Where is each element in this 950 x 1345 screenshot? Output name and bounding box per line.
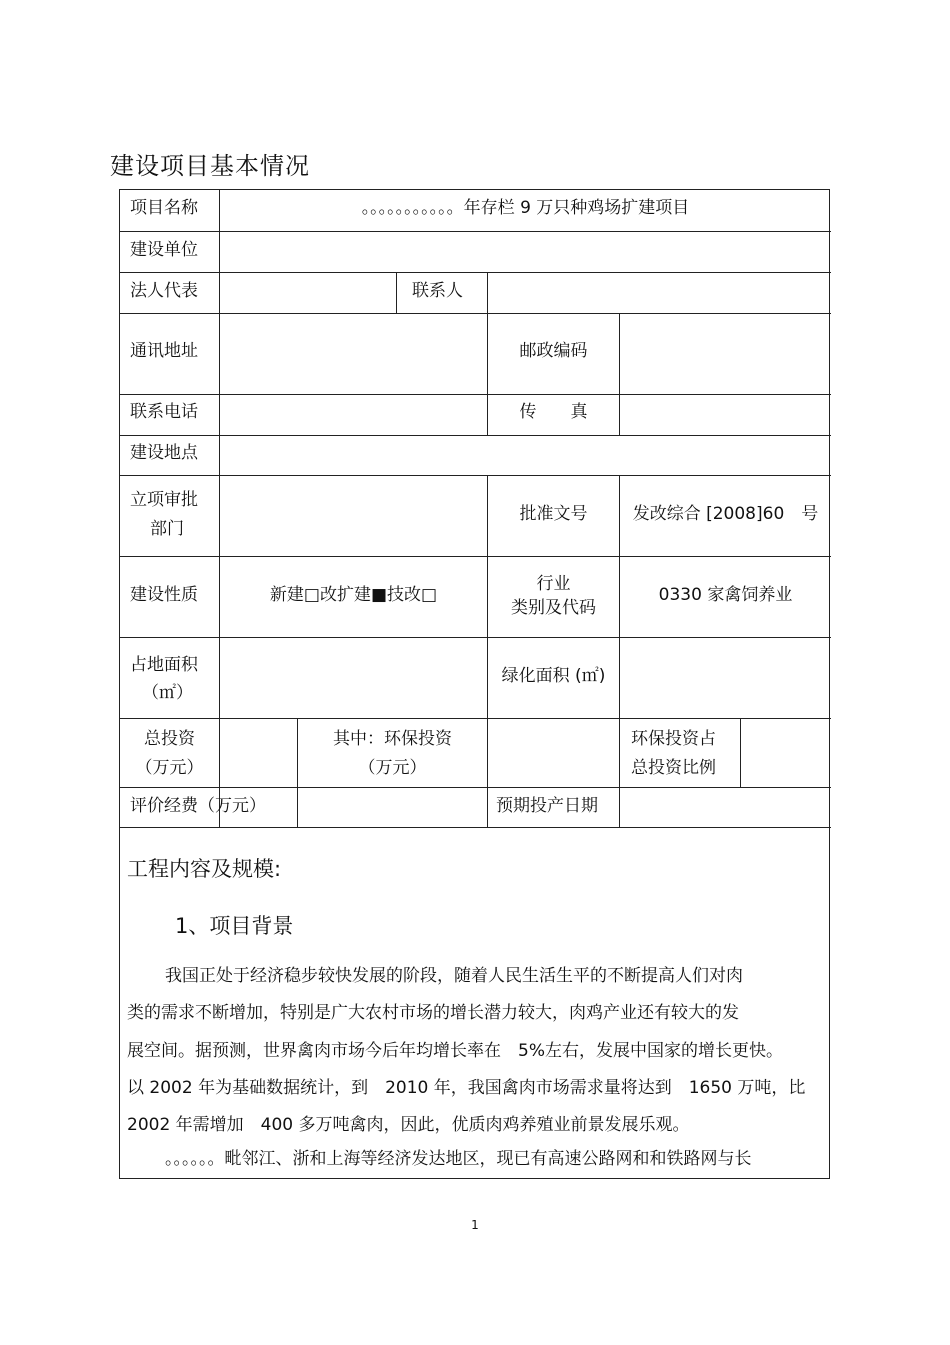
industry-label-line2: 类别及代码 [511,598,596,618]
nature-label: 建设性质 [130,585,198,605]
approval-no-label: 批准文号 [519,504,588,524]
phone-label: 联系电话 [130,402,198,422]
env-ratio-label-line2: 总投资比例 [631,758,716,778]
total-invest-label: 总投资 [144,729,195,749]
paragraph-line: 我国正处于经济稳步较快发展的阶段，随着人民生活生平的不断提高人们对肉 [165,966,743,986]
eval-fee-label: 评价经费（万元） [130,796,266,816]
contact-label: 联系人 [412,281,463,301]
project-name-value: 。。。。。。。。。。。年存栏 9 万只种鸡场扩建项目 [361,198,690,218]
approval-dept-label: 立项审批 [130,490,198,510]
env-ratio-label: 环保投资占 [631,729,716,749]
project-name-label: 项目名称 [130,198,198,218]
paragraph-line: 类的需求不断增加，特别是广大农村市场的增长潜力较大，肉鸡产业还有较大的发 [127,1003,739,1023]
nature-value: 新建□改扩建■技改□ [269,585,438,605]
total-invest-unit: （万元） [135,758,204,778]
page-number: 1 [471,1218,479,1232]
paragraph-line: 。。。。。。毗邻江、浙和上海等经济发达地区，现已有高速公路网和和铁路网与长 [165,1149,752,1169]
paragraph-line: 2002 年需增加 400 多万吨禽肉，因此，优质肉鸡养殖业前景发展乐观。 [127,1115,690,1135]
address-label: 通讯地址 [130,341,198,361]
land-area-label: 占地面积 [130,655,198,675]
location-label: 建设地点 [130,443,198,463]
approval-no-value: 发改综合 [2008]60 号 [632,504,819,524]
postcode-label: 邮政编码 [519,341,588,361]
env-invest-label: 其中：环保投资 [333,729,452,749]
industry-label: 行业 [536,574,571,594]
env-invest-unit: （万元） [358,758,427,778]
info-table [119,189,830,1179]
page-title: 建设项目基本情况 [110,152,310,180]
approval-dept-label-line2: 部门 [150,519,184,539]
paragraph-line: 展空间。据预测，世界禽肉市场今后年均增长率在 5%左右，发展中国家的增长更快。 [127,1041,783,1061]
expected-date-label: 预期投产日期 [496,796,598,816]
content-subheading: 1、项目背景 [175,914,294,938]
industry-value: 0330 家禽饲养业 [658,585,793,605]
legal-rep-label: 法人代表 [130,281,198,301]
green-area-label: 绿化面积 (㎡) [501,666,606,686]
land-area-unit: （㎡） [142,683,193,703]
paragraph-line: 以 2002 年为基础数据统计，到 2010 年，我国禽肉市场需求量将达到 1650 万吨，比 [127,1078,806,1098]
fax-label: 传 真 [519,402,588,422]
unit-label: 建设单位 [130,240,198,260]
content-heading: 工程内容及规模: [127,857,282,881]
